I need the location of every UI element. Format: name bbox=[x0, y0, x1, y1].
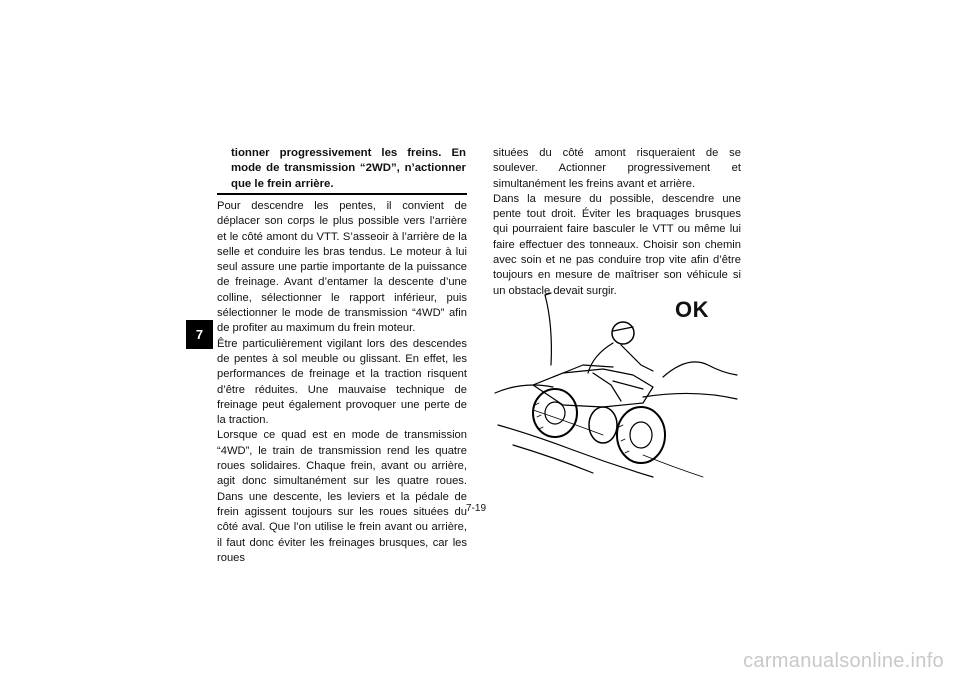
ok-label: OK bbox=[675, 297, 709, 322]
warning-text-continuation: tionner progressivement les freins. En mode de transmission “2WD”, n’actionner que le frein arrière. bbox=[231, 147, 466, 190]
warning-divider bbox=[217, 193, 467, 195]
watermark: carmanualsonline.info bbox=[743, 650, 944, 672]
body-text-left-column: Pour descendre les pentes, il convient de déplacer son corps le plus possible vers l’arrière et le côté amont du VTT. S’asseoir à l’arrière de la selle et conduire les bras tendus. Le moteur à lui seul assure une partie importante de la puissance de freinage. Avant d’entamer la descente d’une colline, sélectionner le rapport inférieur, puis sélectionner le mode de transmission “4WD” afin de profiter au maximum du frein moteur. Être particulièrement vigilant lors des descendes de pentes à sol meuble ou glissant. En effet, les performances de freinage et la traction risquent d’être réduites. Une mauvaise technique de freinage peut également provoquer une perte de la traction. Lorsque ce quad est en mode de transmission “4WD”, le train de transmission rend les quatre roues solidaires. Chaque frein, avant ou arrière, agit donc simultanément sur les quatre roues. Dans une descente, les leviers et la pédale de frein agissent toujours sur les roues situées du côté aval. Que l’on utilise le frein avant ou arrière, il faut donc éviter les freinages brusques, car les roues bbox=[217, 200, 467, 564]
chapter-tab: 7 bbox=[186, 320, 213, 349]
page-number: 7-19 bbox=[466, 503, 487, 514]
body-text-right-column: situées du côté amont risqueraient de se soulever. Actionner progressivement et simultanément les freins avant et arrière. Dans la mesure du possible, descendre une pente tout droit. Éviter les braquages brusques qui pourraient faire basculer le VTT ou même lui faire effectuer des tonneaux. Choisir son chemin avec soin et ne pas conduire trop vite afin d’être toujours en mesure de maîtriser son véhicule si un obstacle devait surgir. bbox=[493, 147, 741, 297]
